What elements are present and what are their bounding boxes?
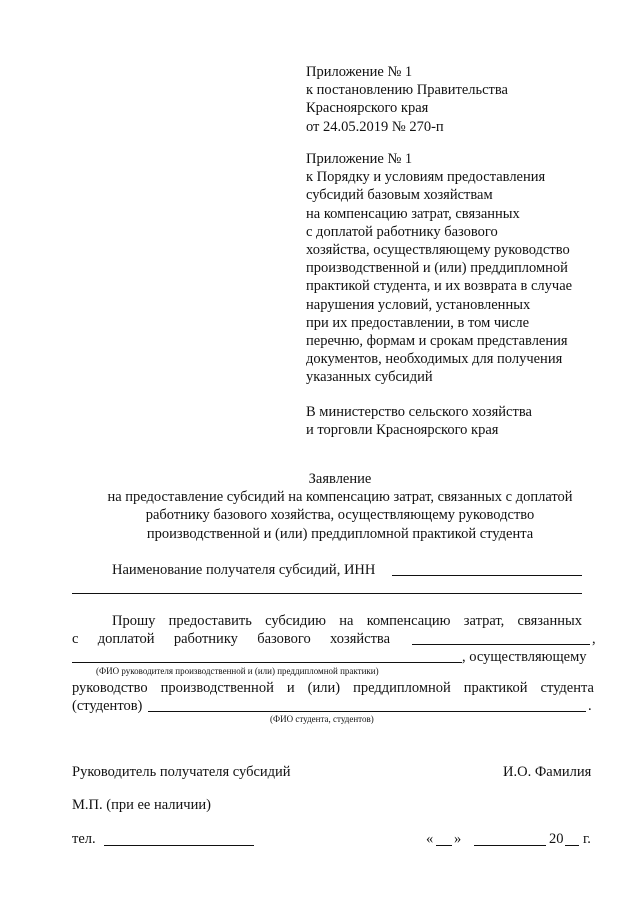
appendix-decree-line: Красноярского края	[306, 100, 429, 117]
appendix-procedure-block	[306, 150, 572, 387]
addressee-line: В министерство сельского хозяйства	[306, 404, 532, 420]
appendix-procedure-line: перечню, формам и срокам представления	[306, 333, 568, 350]
stamp-label: М.П. (при ее наличии)	[72, 797, 211, 813]
request-word: связанных	[517, 613, 582, 629]
request-word: на	[339, 613, 354, 629]
request-word: компенсацию	[366, 613, 451, 629]
appendix-decree-line: Приложение № 1	[306, 64, 413, 80]
appendix-decree-block	[306, 63, 508, 136]
request-line-2	[72, 630, 390, 648]
title-line: на предоставление субсидий на компенсацию затрат, связанных с доплатой	[107, 489, 573, 506]
exercising-text: , осуществляющему	[462, 649, 587, 665]
appendix-procedure-line: указанных субсидий	[306, 369, 433, 386]
request-word: руководство	[72, 680, 148, 696]
appendix-procedure-line: практикой студента, и их возврата в случае	[306, 278, 573, 295]
date-day-field[interactable]	[436, 845, 452, 846]
date-open-quote: «	[426, 831, 434, 847]
request-word: практикой	[463, 680, 528, 696]
students-label: (студентов)	[72, 698, 143, 714]
request-word: и	[286, 680, 295, 696]
request-word: базового	[257, 631, 311, 647]
period: .	[588, 698, 592, 714]
head-label: Руководитель получателя субсидий	[72, 764, 291, 780]
date-month-field[interactable]	[474, 845, 546, 846]
phone-label: тел.	[72, 831, 96, 847]
date-close-quote: »	[454, 831, 462, 847]
appendix-procedure-line: к Порядку и условиям предоставления	[306, 169, 546, 186]
request-word: Прошу	[112, 613, 156, 629]
students-fio-field[interactable]	[148, 711, 586, 712]
document-title	[60, 470, 620, 543]
request-word: затрат,	[463, 613, 505, 629]
recipient-name-field-continued[interactable]	[72, 593, 582, 594]
date-year-field[interactable]	[565, 845, 579, 846]
appendix-procedure-line: с доплатой работнику базового	[306, 223, 498, 240]
comma: ,	[592, 631, 596, 647]
request-line-4	[72, 679, 594, 697]
appendix-procedure-line: Приложение № 1	[306, 151, 413, 167]
appendix-decree-line: к постановлению Правительства	[306, 82, 508, 99]
base-farm-field[interactable]	[412, 644, 590, 645]
recipient-label: Наименование получателя субсидий, ИНН	[112, 562, 376, 578]
request-word: (или)	[307, 680, 341, 696]
addressee-line: и торговли Красноярского края	[306, 422, 499, 439]
appendix-procedure-line: субсидий базовым хозяйствам	[306, 187, 493, 204]
request-word: производственной	[160, 680, 274, 696]
request-line	[112, 612, 582, 630]
appendix-procedure-line: документов, необходимых для получения	[306, 351, 563, 368]
request-word: хозяйства	[330, 631, 390, 647]
request-word: работнику	[173, 631, 238, 647]
appendix-decree-line: от 24.05.2019 № 270-п	[306, 118, 444, 135]
appendix-procedure-line: нарушения условий, установленных	[306, 296, 531, 313]
phone-field[interactable]	[104, 845, 254, 846]
head-name: И.О. Фамилия	[503, 764, 592, 780]
request-word: субсидию	[265, 613, 326, 629]
title-line: работнику базового хозяйства, осуществляющему руководство	[145, 507, 535, 524]
practice-head-caption: (ФИО руководителя производственной и (или) преддипломной практики)	[96, 666, 379, 676]
date-year-suffix: г.	[583, 831, 591, 847]
appendix-procedure-line: производственной и (или) преддипломной	[306, 260, 568, 277]
request-word: предоставить	[168, 613, 252, 629]
date-year-prefix: 20	[549, 831, 564, 847]
title-line: производственной и (или) преддипломной практикой студента	[146, 525, 534, 542]
title-heading: Заявление	[308, 471, 372, 487]
students-caption: (ФИО студента, студентов)	[270, 714, 374, 724]
request-word: с	[72, 631, 79, 647]
practice-head-fio-field[interactable]	[72, 662, 462, 663]
addressee-block	[306, 403, 532, 439]
appendix-procedure-line: хозяйства, осуществляющему руководство	[306, 242, 570, 259]
appendix-procedure-line: при их предоставлении, в том числе	[306, 314, 530, 331]
recipient-name-field[interactable]	[392, 575, 582, 576]
request-word: доплатой	[97, 631, 155, 647]
appendix-procedure-line: на компенсацию затрат, связанных	[306, 205, 520, 222]
request-word: студента	[540, 680, 594, 696]
request-word: преддипломной	[353, 680, 451, 696]
